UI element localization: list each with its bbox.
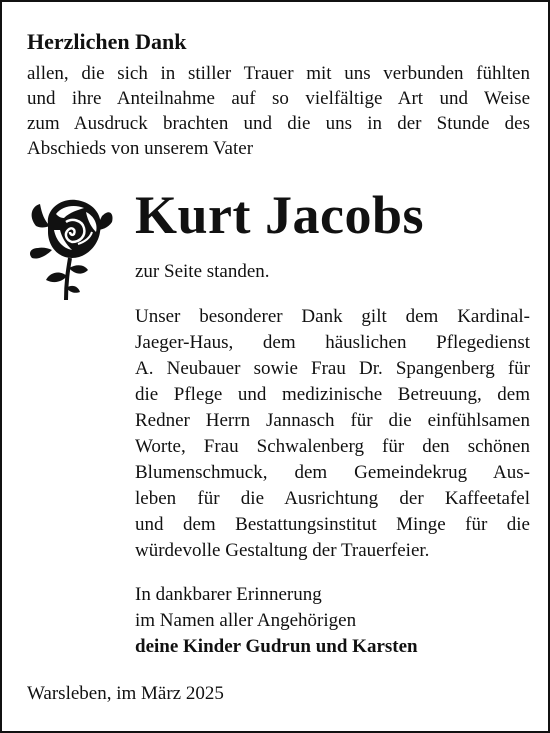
thanks-line: die Pflege und medizinische Betreuung, dem bbox=[135, 384, 530, 405]
memory-line: im Namen aller Angehörigen bbox=[135, 610, 357, 631]
thanks-line: Blumenschmuck, dem Gemeindekrug Aus- bbox=[135, 462, 530, 483]
stood-by-text: zur Seite standen. bbox=[135, 261, 270, 282]
intro-line: Abschieds von unserem Vater bbox=[27, 138, 254, 159]
thanks-line: würdevolle Gestaltung der Trauerfeier. bbox=[135, 540, 430, 561]
place-date: Warsleben, im März 2025 bbox=[27, 683, 224, 704]
memory-block bbox=[135, 582, 530, 660]
thanks-line: Redner Herrn Jannasch für die einfühlsamen bbox=[135, 410, 530, 431]
thanks-line: Jaeger-Haus, dem häuslichen Pflegedienst bbox=[135, 332, 530, 353]
thanks-line: A. Neubauer sowie Frau Dr. Spangenberg für bbox=[135, 358, 530, 379]
intro-line: und ihre Anteilnahme auf so vielfältige Art und Weise bbox=[27, 88, 530, 109]
deceased-name: Kurt Jacobs bbox=[135, 185, 424, 245]
thanks-line: Unser besonderer Dank gilt dem Kardinal- bbox=[135, 306, 530, 327]
thanks-paragraph bbox=[135, 304, 530, 564]
signatories: deine Kinder Gudrun und Karsten bbox=[135, 636, 418, 657]
thanks-line: Worte, Frau Schwalenberg für den schönen bbox=[135, 436, 530, 457]
rose-icon bbox=[26, 192, 116, 304]
intro-line: zum Ausdruck brachten und die uns in der Stunde des bbox=[27, 113, 530, 134]
thanks-line: und dem Bestattungsinstitut Minge für die bbox=[135, 514, 530, 535]
intro-line: allen, die sich in stiller Trauer mit uns verbunden fühlten bbox=[27, 63, 530, 84]
intro-text bbox=[27, 61, 530, 161]
heading: Herzlichen Dank bbox=[27, 29, 187, 54]
memory-line: In dankbarer Erinnerung bbox=[135, 584, 322, 605]
thanks-line: leben für die Ausrichtung der Kaffeetafel bbox=[135, 488, 530, 509]
